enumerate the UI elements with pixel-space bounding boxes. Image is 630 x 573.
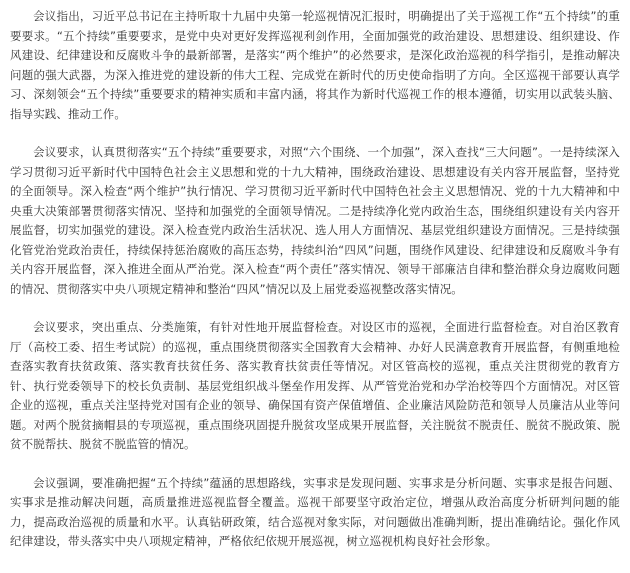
paragraph-meeting-requires-focus: 会议要求，突出重点、分类施策，有针对性地开展监督检查。对设区市的巡视，全面进行监督检查。对自治区教育厅（高校工委、招生考试院）的巡视，重点围绕贯彻落实全国教育大会精神、办好人民满意教育开展监督，有侧重地检查落实教育扶贫政策、落实教育扶贫任务、落实教育扶贫责任等情况。对区管高校的巡视，重点关注贯彻党的教育方针、执行党委领导下的校长负责制、基层党组织战斗堡垒作用发挥、从严管党治党和办学治校等四个方面情况。对区管企业的巡视，重点关注坚持党对国有企业的领导、确保国有资产保值增值、企业廉洁风险防范和领导人员廉洁从业等问题。对两个脱贫摘帽县的专项巡视，重点围绕巩固提升脱贫攻坚成果开展监督，关注脱贫不脱责任、脱贫不脱政策、脱贫不脱帮扶、脱贫不脱监管的情况。 [10,320,620,451]
paragraph-meeting-pointed-out: 会议指出，习近平总书记在主持听取十九届中央第一轮巡视情况汇报时，明确提出了关于巡视工作“五个持续”的重要要求。“五个持续”重要要求，是党中央对更好发挥巡视利剑作用，全面加强党的政治建设、思想建设、组织建设、作风建设、纪律建设和反腐败斗争的最新部署，是落实“两个维护”的必然要求，是深化政治巡视的科学指引，是推动解决问题的强大武器，为深入推进党的建设新的伟大工程、完成党在新时代的历史使命指明了方向。全区巡视干部要认真学习、深刻领会“五个持续”重要要求的精神实质和丰富内涵，将其作为新时代巡视工作的根本遵循，切实用以武装头脑、指导实践、推动工作。 [10,9,620,121]
paragraph-meeting-emphasizes: 会议强调，要准确把握“五个持续”蕴涵的思想路线，实事求是发现问题、实事求是分析问题、实事求是报告问题、实事求是推动解决问题，高质量推进巡视监督全覆盖。巡视干部要坚守政治定位，增强从政治高度分析研判问题的能力，提高政治巡视的质量和水平。认真钻研政策，结合巡视对象实际，对问题做出准确判断，提出准确结论。强化作风纪律建设，带头落实中央八项规定精神，严格依纪依规开展巡视，树立巡视机构良好社会形象。 [10,475,620,548]
paragraph-meeting-requires-implementation: 会议要求，认真贯彻落实“五个持续”重要要求，对照“六个围绕、一个加强”，深入查找“三大问题”。一是持续深入学习贯彻习近平新时代中国特色社会主义思想和党的十九大精神，围绕政治建设、思想建设有关内容开展监督，坚持党的全面领导。深入检查“两个维护”执行情况、学习贯彻习近平新时代中国特色社会主义思想情况、党的十九大精神和中央重大决策部署贯彻落实情况、坚持和加强党的全面领导情况。二是持续净化党内政治生态，围绕组织建设有关内容开展监督，切实加强党的建设。深入检查党内政治生活状况、选人用人方面情况、基层党组织建设方面情况。三是持续强化管党治党政治责任，持续保持惩治腐败的高压态势，持续纠治“四风”问题，围绕作风建设、纪律建设和反腐败斗争有关内容开展监督，深入推进全面从严治党。深入检查“两个责任”落实情况、领导干部廉洁自律和整治群众身边腐败问题的情况、贯彻落实中央八项规定精神和整治“四风”情况以及上届党委巡视整改落实情况。 [10,145,620,296]
